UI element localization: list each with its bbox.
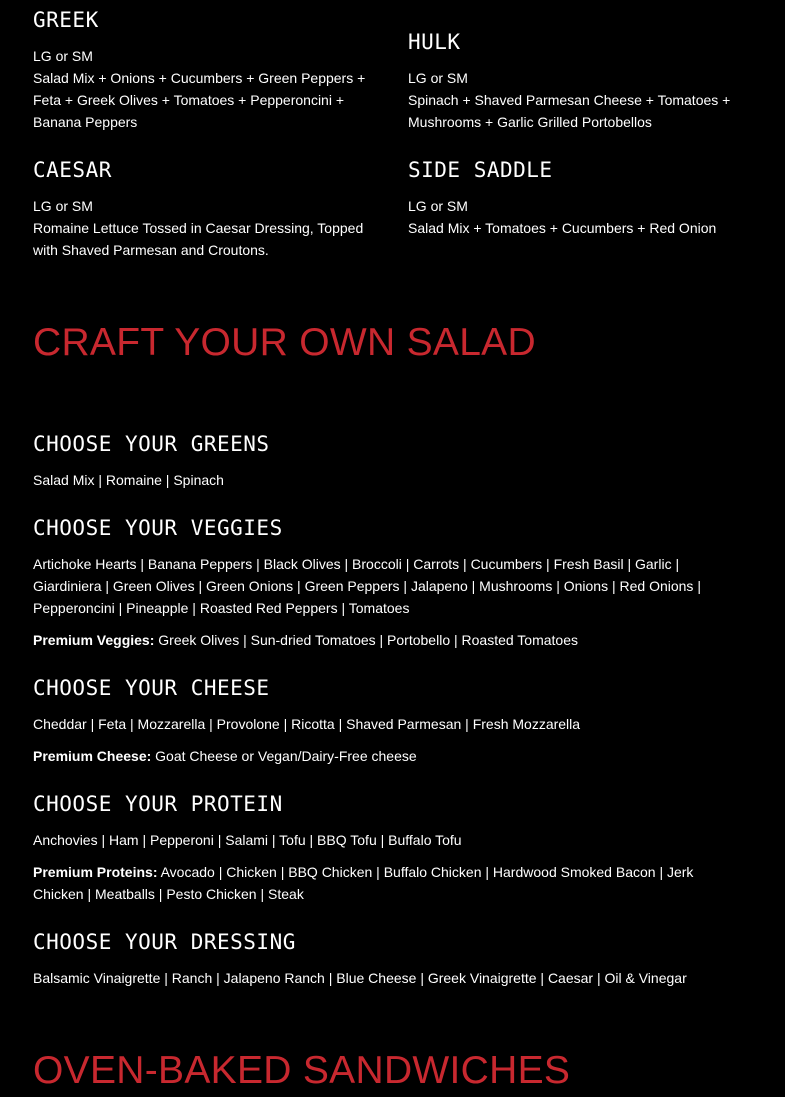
premium-veggies-line [33,629,753,651]
premium-cheese-line [33,745,753,767]
salad-title-hulk: HULK [408,30,461,54]
protein-options: Anchovies | Ham | Pepperoni | Salami | Tofu | BBQ Tofu | Buffalo Tofu [33,832,462,848]
premium-protein-options: Avocado | Chicken | BBQ Chicken | Buffalo Chicken | Hardwood Smoked Bacon | Jerk Chicken | Meatballs | Pesto Chicken | Steak [33,864,694,902]
dressing-title: CHOOSE YOUR DRESSING [33,930,296,954]
salad-description-greek: Salad Mix + Onions + Cucumbers + Green Peppers + Feta + Greek Olives + Tomatoes + Pepperoncini + Banana Peppers [33,70,366,130]
veggies-title: CHOOSE YOUR VEGGIES [33,516,283,540]
premium-protein-label: Premium Proteins: [33,864,158,880]
greens-title: CHOOSE YOUR GREENS [33,432,270,456]
salad-title-side-saddle: SIDE SADDLE [408,158,553,182]
premium-cheese-options: Goat Cheese or Vegan/Dairy-Free cheese [151,748,417,764]
craft-salad-heading: CRAFT YOUR OWN SALAD [33,321,536,364]
sandwiches-heading: OVEN-BAKED SANDWICHES [33,1049,571,1092]
premium-cheese-label: Premium Cheese: [33,748,152,764]
salad-title-greek: GREEK [33,8,99,32]
greens-options: Salad Mix | Romaine | Spinach [33,472,224,488]
salad-description-caesar: Romaine Lettuce Tossed in Caesar Dressing, Topped with Shaved Parmesan and Croutons. [33,220,364,258]
salad-size-greek: LG or SM [33,48,93,64]
cheese-title: CHOOSE YOUR CHEESE [33,676,270,700]
premium-veggies-options: Greek Olives | Sun-dried Tomatoes | Portobello | Roasted Tomatoes [154,632,578,648]
protein-title: CHOOSE YOUR PROTEIN [33,792,283,816]
veggies-options: Artichoke Hearts | Banana Peppers | Black Olives | Broccoli | Carrots | Cucumbers | Fresh Basil | Garlic | Giardiniera | Green Olives | Green Onions | Green Peppers | Jalapeno | Mushrooms | Onions | Red Onions | Pepperoncini | Pineapple | Roasted Red Peppers | Tomatoes [33,556,701,616]
premium-veggies-label: Premium Veggies: [33,632,155,648]
salad-size-caesar: LG or SM [33,198,93,214]
salad-size-side-saddle: LG or SM [408,198,468,214]
dressing-options: Balsamic Vinaigrette | Ranch | Jalapeno Ranch | Blue Cheese | Greek Vinaigrette | Caesar | Oil & Vinegar [33,970,687,986]
premium-protein-line [33,861,723,905]
salad-description-hulk: Spinach + Shaved Parmesan Cheese + Tomatoes + Mushrooms + Garlic Grilled Portobellos [408,92,731,130]
cheese-options: Cheddar | Feta | Mozzarella | Provolone | Ricotta | Shaved Parmesan | Fresh Mozzarella [33,716,581,732]
salad-size-hulk: LG or SM [408,70,468,86]
salad-description-side-saddle: Salad Mix + Tomatoes + Cucumbers + Red Onion [408,220,717,236]
salad-title-caesar: CAESAR [33,158,112,182]
